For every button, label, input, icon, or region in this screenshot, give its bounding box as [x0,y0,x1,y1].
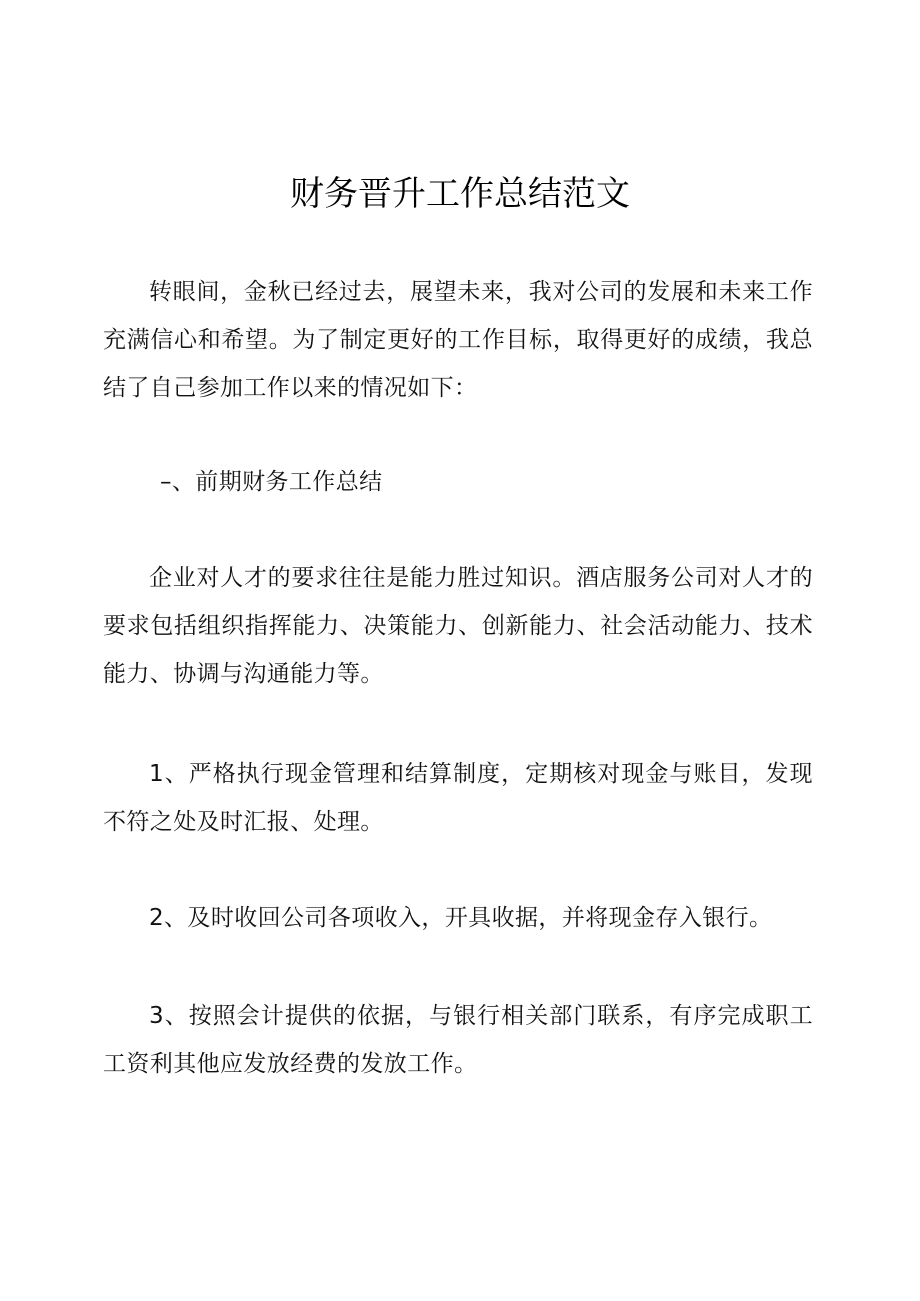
section-intro-paragraph: 企业对人才的要求往往是能力胜过知识。酒店服务公司对人才的要求包括组织指挥能力、决策能力、创新能力、社会活动能力、技术能力、协调与沟通能力等。 [103,565,813,687]
list-item-1: 1、严格执行现金管理和结算制度，定期核对现金与账目，发现不符之处及时汇报、处理。 [103,761,813,835]
intro-paragraph: 转眼间，金秋已经过去，展望未来，我对公司的发展和未来工作充满信心和希望。为了制定更好的工作目标，取得更好的成绩，我总结了自己参加工作以来的情况如下： [103,279,813,401]
list-item-3: 3、按照会计提供的依据，与银行相关部门联系，有序完成职工工资利其他应发放经费的发放工作。 [103,1003,813,1077]
list-item-2: 2、及时收回公司各项收入，开具收据，并将现金存入银行。 [149,905,773,931]
document-title: 财务晋升工作总结范文 [290,174,630,214]
section-heading: –、前期财务工作总结 [160,469,383,495]
